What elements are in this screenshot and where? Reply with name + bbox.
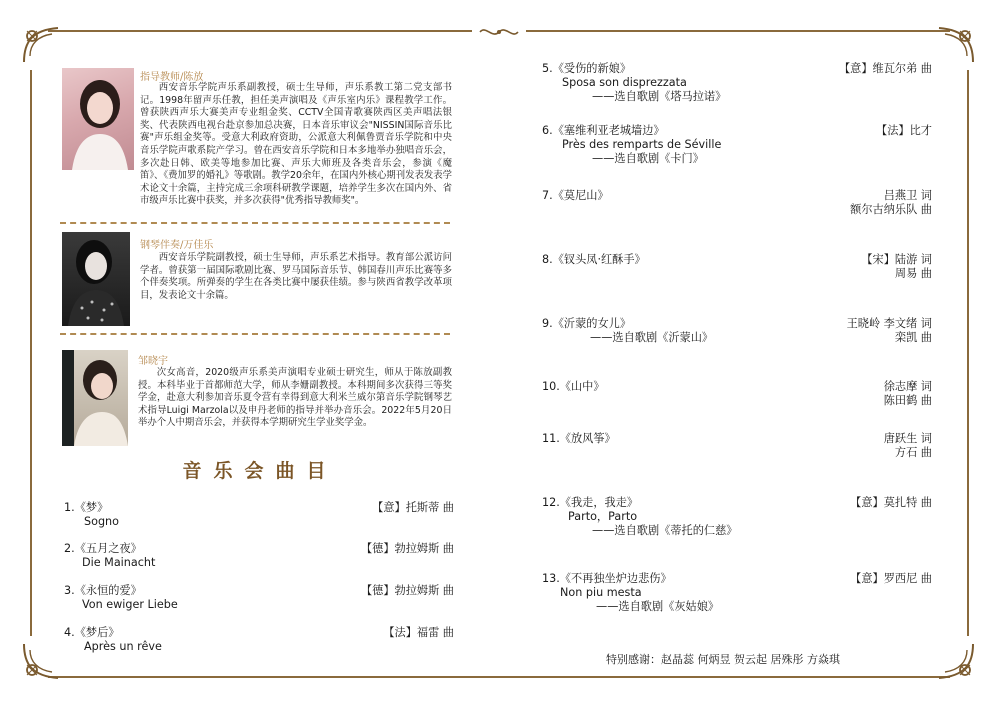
corner-ornament-icon (18, 638, 64, 684)
song-credit: 【意】维瓦尔弟 曲 (838, 62, 932, 75)
song-opera-source: ——选自歌剧《卡门》 (592, 152, 704, 165)
special-thanks: 特别感谢：赵晶蕊 何炳昱 贺云起 居殊彤 方焱琪 (606, 653, 840, 666)
song-title: 12.《我走，我走》 (542, 496, 639, 509)
song-original-title: Sogno (84, 515, 119, 528)
bio-chen-fang (62, 68, 452, 218)
song-credit: 【意】托斯蒂 曲 (372, 501, 454, 514)
song-item-13 (542, 572, 932, 616)
song-credit: 【德】勃拉姆斯 曲 (360, 542, 454, 555)
program-title: 音乐会曲目 (182, 460, 338, 482)
song-credit: 【意】罗西尼 曲 (850, 572, 932, 585)
song-title: 4.《梦后》 (64, 626, 120, 639)
song-item-7 (542, 189, 932, 219)
song-lyricist: 吕燕卫 词 (883, 189, 932, 202)
song-item-4 (64, 626, 454, 656)
song-item-5 (542, 62, 932, 106)
song-credit: 【德】勃拉姆斯 曲 (360, 584, 454, 597)
frame-top-left (48, 30, 472, 32)
song-title: 9.《沂蒙的女儿》 (542, 317, 632, 330)
song-composer: 方石 曲 (894, 446, 932, 459)
song-title: 10.《山中》 (542, 380, 605, 393)
song-composer: 周易 曲 (894, 267, 932, 280)
bio-text: 次女高音，2020级声乐系美声演唱专业硕士研究生，师从于陈放副教授。本科毕业于首都师范大学，师从李姗副教授。本科期间多次获得三等奖学金，赴意大利参加音乐夏令营有幸得到意大利米兰威尔第音乐学院钢琴艺术指导Luigi Marzola以及申丹老师的指导并举办音乐会。2022年5月20日举办个人中期音乐会，并获得本学期研究生学业奖学金。 (138, 367, 452, 429)
song-item-12 (542, 496, 932, 540)
song-title: 7.《莫尼山》 (542, 189, 609, 202)
song-lyricist: 王晓岭 李文绪 词 (846, 317, 932, 330)
song-title: 6.《塞维利亚老城墙边》 (542, 124, 665, 137)
song-composer: 陈田鹤 曲 (883, 394, 932, 407)
portrait-photo (62, 68, 134, 170)
song-title: 13.《不再独坐炉边悲伤》 (542, 572, 672, 585)
song-credit: 【法】福雷 曲 (383, 626, 454, 639)
song-item-2 (64, 542, 454, 572)
song-item-1 (64, 501, 454, 531)
song-credit: 【法】比才 (876, 124, 932, 137)
frame-right (967, 70, 969, 636)
bio-role-label: 钢琴伴奏/万佳乐 (140, 240, 214, 251)
song-lyricist: 【宋】陆游 词 (861, 253, 932, 266)
song-opera-source: ——选自歌剧《蒂托的仁慈》 (592, 524, 738, 537)
song-credit: 【意】莫扎特 曲 (850, 496, 932, 509)
song-original-title: Non piu mesta (560, 586, 642, 599)
song-title: 11.《放风筝》 (542, 432, 616, 445)
song-title: 3.《永恒的爱》 (64, 584, 142, 597)
song-lyricist: 唐跃生 词 (883, 432, 932, 445)
song-item-8 (542, 253, 932, 283)
song-original-title: Die Mainacht (82, 556, 156, 569)
song-title: 2.《五月之夜》 (64, 542, 142, 555)
song-original-title: Après un rêve (84, 640, 162, 653)
song-composer: 额尔古纳乐队 曲 (850, 203, 932, 216)
song-item-6 (542, 124, 932, 168)
song-title: 5.《受伤的新娘》 (542, 62, 632, 75)
song-item-11 (542, 432, 932, 462)
song-item-9 (542, 317, 932, 347)
song-lyricist: 徐志摩 词 (883, 380, 932, 393)
song-original-title: Parto，Parto (568, 510, 638, 523)
bio-wan-jiale (62, 232, 452, 328)
bio-role-label: 指导教师/陈放 (140, 72, 204, 83)
corner-ornament-icon (933, 638, 979, 684)
corner-ornament-icon (933, 22, 979, 68)
song-item-10 (542, 380, 932, 410)
bio-text: 西安音乐学院副教授，硕士生导师，声乐系艺术指导。教育部公派访问学者。曾获第一届国际歌剧比赛、罗马国际音乐节、韩国春川声乐比赛等多个伴奏奖项。所弹奏的学生在各类比赛中屡获佳绩。参与陕西省教学改革项目，发表论文十余篇。 (140, 252, 452, 301)
song-title: 1.《梦》 (64, 501, 109, 514)
corner-ornament-icon (18, 22, 64, 68)
frame-top-right (526, 30, 950, 32)
frame-bottom (48, 676, 950, 678)
portrait-photo (62, 350, 128, 446)
flourish-ornament-icon (478, 24, 520, 38)
song-opera-source: ——选自歌剧《灰姑娘》 (596, 600, 720, 613)
song-item-3 (64, 584, 454, 614)
divider (60, 222, 450, 224)
frame-left (30, 70, 32, 636)
bio-text: 西安音乐学院声乐系副教授，硕士生导师，声乐系教工第二党支部书记。1998年留声乐任教，担任美声演唱及《声乐室内乐》课程教学工作。曾获陕西声乐大赛美声专业组金奖、CCTV全国青歌赛陕西区美声唱法银奖、代表陕西电视台赴京参加总决赛，日本音乐审议会"NISSIN国际音乐比赛"声乐组金奖等。受意大利政府资助，公派意大利佩鲁贾音乐学院和中央音乐学院声歌系院产学习。曾在西安音乐学院和日本多地举办独唱音乐会，多次赴日韩、欧美等地参加比赛、声乐大师班及各类音乐会，参演《魔笛》、《费加罗的婚礼》等歌剧。教学20余年，在国内外核心期刊发表发表学术论文十余篇，主持完成三余项科研教学课题，培养学生多次在国内外、省市级声乐比赛中获奖，并多次获得"优秀指导教师奖"。 (140, 82, 452, 207)
bio-role-label: 邹晓宇 (138, 356, 168, 367)
song-opera-source: ——选自歌剧《塔马拉诺》 (592, 90, 727, 103)
portrait-photo (62, 232, 130, 326)
song-original-title: Près des remparts de Séville (562, 138, 722, 151)
song-original-title: Von ewiger Liebe (82, 598, 178, 611)
divider (60, 333, 450, 335)
song-composer: 栾凯 曲 (894, 331, 932, 344)
song-opera-source: ——选自歌剧《沂蒙山》 (590, 331, 714, 344)
song-original-title: Sposa son disprezzata (562, 76, 687, 89)
bio-zou-xiaoyu (62, 350, 452, 450)
song-title: 8.《钗头凤·红酥手》 (542, 253, 646, 266)
